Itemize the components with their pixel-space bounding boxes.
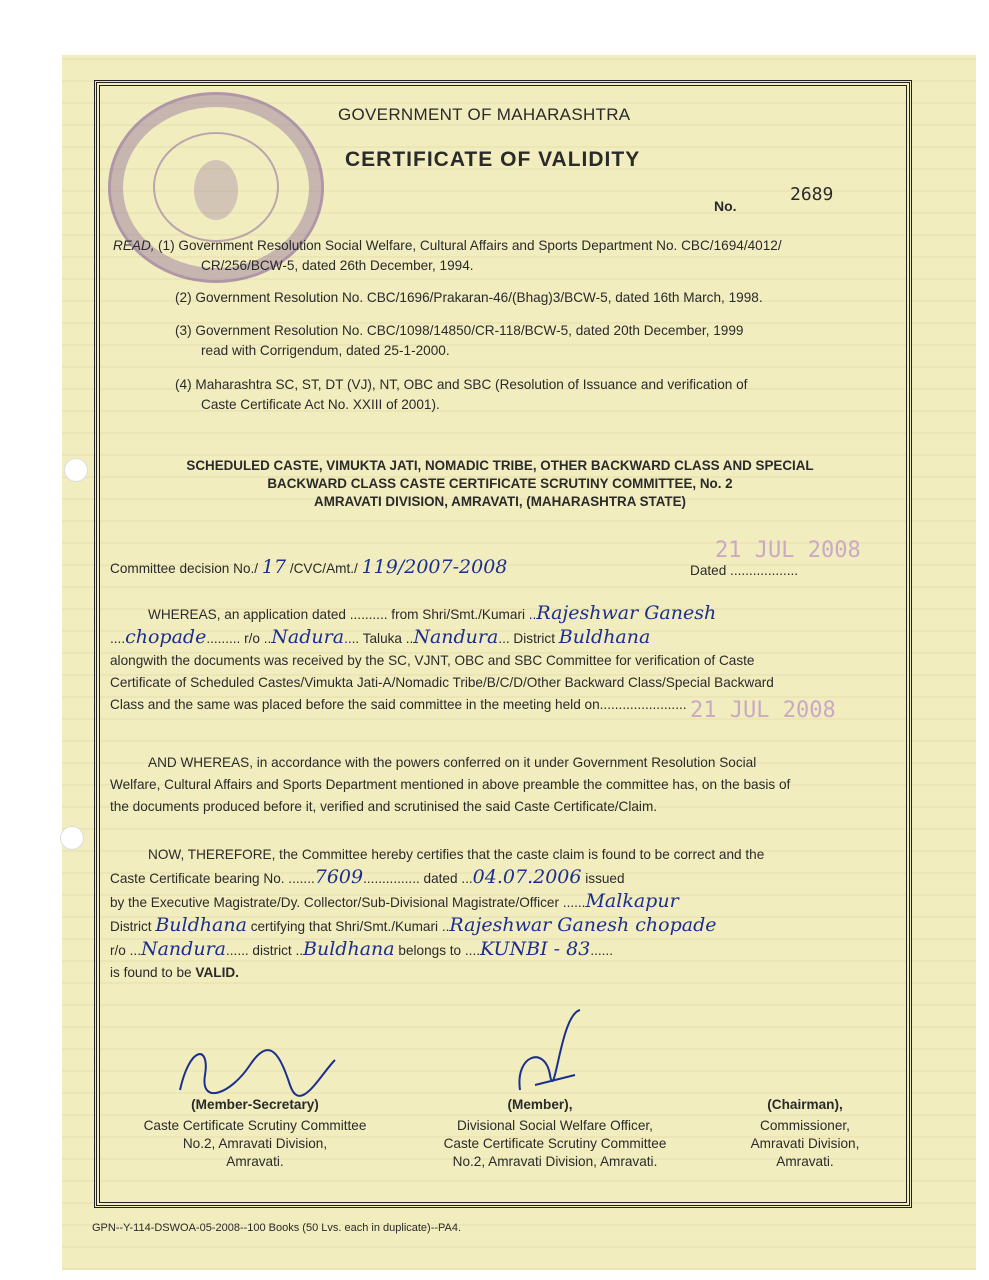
decision-case: 119/2007-2008 [361,556,508,578]
therefore-text: District [110,919,152,934]
reference-text: CR/256/BCW-5, dated 26th December, 1994. [201,258,474,273]
therefore-text: r/o ... [110,943,141,958]
certificate-title: CERTIFICATE OF VALIDITY [345,148,641,171]
signature-line: Amravati. [776,1154,834,1169]
applicant-name: Rajeshwar Ganesh [536,602,717,624]
government-heading: GOVERNMENT OF MAHARASHTRA [338,105,631,124]
committee-heading-line: SCHEDULED CASTE, VIMUKTA JATI, NOMADIC TRIBE, OTHER BACKWARD CLASS AND SPECIAL [186,458,814,473]
signature-line: Caste Certificate Scrutiny Committee [143,1118,367,1133]
therefore-line [110,866,900,890]
certified-district: Buldhana [303,938,395,960]
punch-hole-top [64,458,88,482]
reference-text: Maharashtra SC, ST, DT (VJ), NT, OBC and SBC (Resolution of Issuance and verification of [195,377,748,392]
certificate-district: Buldhana [155,914,247,936]
therefore-line [110,914,900,938]
decision-dated: Dated .................. [690,563,799,578]
reference-3 [175,321,895,361]
whereas-line: Class and the same was placed before the said committee in the meeting held on....................... [110,697,687,712]
applicant-residence: Nadura [271,626,345,648]
member-secretary-details [110,1117,400,1171]
therefore-text: ...... [590,943,613,958]
whereas-line [110,602,900,626]
decision-number: 17 [261,556,287,578]
member-secretary-role: (Member-Secretary) [191,1097,319,1112]
signature-line: Caste Certificate Scrutiny Committee [443,1136,667,1151]
reference-text: Government Resolution Social Welfare, Cultural Affairs and Sports Department No. CBC/1694/4012/ [178,238,782,253]
therefore-text: Caste Certificate bearing No. ....... [110,871,315,886]
decision-mid: /CVC/Amt./ [289,561,358,576]
punch-hole-bottom [60,826,84,850]
therefore-paragraph [110,844,900,984]
reference-number: (3) [175,323,192,338]
whereas-line: Certificate of Scheduled Castes/Vimukta Jati-A/Nomadic Tribe/B/C/D/Other Backward Class/Special Backward [110,675,774,690]
valid-word: VALID. [195,965,239,980]
certified-person-name: Rajeshwar Ganesh chopade [449,914,717,936]
whereas-line: the documents produced before it, verified and scrutinised the said Caste Certificate/Claim. [110,799,658,814]
reference-number: (1) [158,238,175,253]
whereas-line: alongwith the documents was received by the SC, VJNT, OBC and SBC Committee for verification of Caste [110,653,755,668]
therefore-text: issued [585,871,625,886]
applicant-surname: chopade [125,626,207,648]
committee-heading [108,457,892,511]
therefore-line: NOW, THEREFORE, the Committee hereby certifies that the caste claim is found to be correct and the [148,847,765,862]
reference-1 [158,236,898,276]
committee-heading-line: BACKWARD CLASS CASTE CERTIFICATE SCRUTINY COMMITTEE, No. 2 [267,476,733,491]
certificate-no-label: No. [714,198,737,214]
signature-line: Amravati. [226,1154,284,1169]
member-details [405,1117,705,1171]
print-footer: GPN--Y-114-DSWOA-05-2008--100 Books (50 Lvs. each in duplicate)--PA4. [92,1222,462,1234]
whereas-paragraph-2 [110,752,900,818]
committee-heading-line: AMRAVATI DIVISION, AMRAVATI, (MAHARASHTRA STATE) [314,494,686,509]
chairman-role: (Chairman), [767,1097,843,1112]
member-secretary-signature-icon [170,1035,340,1105]
caste-name: KUNBI - 83 [480,938,591,960]
reference-4 [175,375,895,415]
caste-certificate-number: 7609 [314,866,364,888]
therefore-line [110,938,900,962]
whereas-line: Welfare, Cultural Affairs and Sports Department mentioned in above preamble the committee has, on the basis of [110,777,791,792]
signature-line: No.2, Amravati Division, Amravati. [452,1154,658,1169]
issuing-officer-place: Malkapur [585,890,679,912]
signature-line: No.2, Amravati Division, [182,1136,328,1151]
member-role: (Member), [507,1097,573,1112]
meeting-date-stamp: 21 JUL 2008 [690,698,836,723]
reference-text: Government Resolution No. CBC/1098/14850/CR-118/BCW-5, dated 20th December, 1999 [195,323,744,338]
applicant-taluka: Nandura [413,626,499,648]
therefore-text: certifying that Shri/Smt./Kumari .. [250,919,450,934]
therefore-text: ............... dated ... [363,871,473,886]
reference-text: Government Resolution No. CBC/1696/Prakaran-46/(Bhag)3/BCW-5, dated 16th March, 1998. [195,290,763,305]
decision-label: Committee decision No./ [110,561,259,576]
read-label: READ, [113,238,155,253]
whereas-text: .... [110,631,126,646]
reference-2 [175,288,895,308]
whereas-line: AND WHEREAS, in accordance with the powers conferred on it under Government Resolution Social [148,755,757,770]
reference-number: (2) [175,290,192,305]
reference-text: Caste Certificate Act No. XXIII of 2001). [201,397,440,412]
reference-text: read with Corrigendum, dated 25-1-2000. [201,343,450,358]
therefore-line [110,890,900,914]
certificate-no-value: 2689 [790,184,834,205]
therefore-text: belongs to .... [398,943,481,958]
reference-number: (4) [175,377,192,392]
whereas-text: ... District [498,631,555,646]
therefore-line [110,962,900,984]
chairman-details [720,1117,890,1171]
whereas-text: .... Taluka .. [344,631,414,646]
therefore-text: ...... district .. [225,943,304,958]
signature-line: Divisional Social Welfare Officer, [457,1118,653,1133]
whereas-text: ......... r/o .. [206,631,272,646]
therefore-text: is found to be [110,965,196,980]
whereas-line [110,626,900,650]
signature-line: Amravati Division, [750,1136,860,1151]
member-signature-icon [505,1005,595,1100]
decision-date-stamp: 21 JUL 2008 [715,538,861,563]
whereas-text: WHEREAS, an application dated .......... from Shri/Smt./Kumari .. [148,607,537,622]
caste-certificate-date: 04.07.2006 [472,866,582,888]
applicant-district: Buldhana [558,626,651,648]
signature-line: Commissioner, [760,1118,850,1133]
certified-residence: Nandura [140,938,226,960]
therefore-text: by the Executive Magistrate/Dy. Collector/Sub-Divisional Magistrate/Officer ...... [110,895,586,910]
